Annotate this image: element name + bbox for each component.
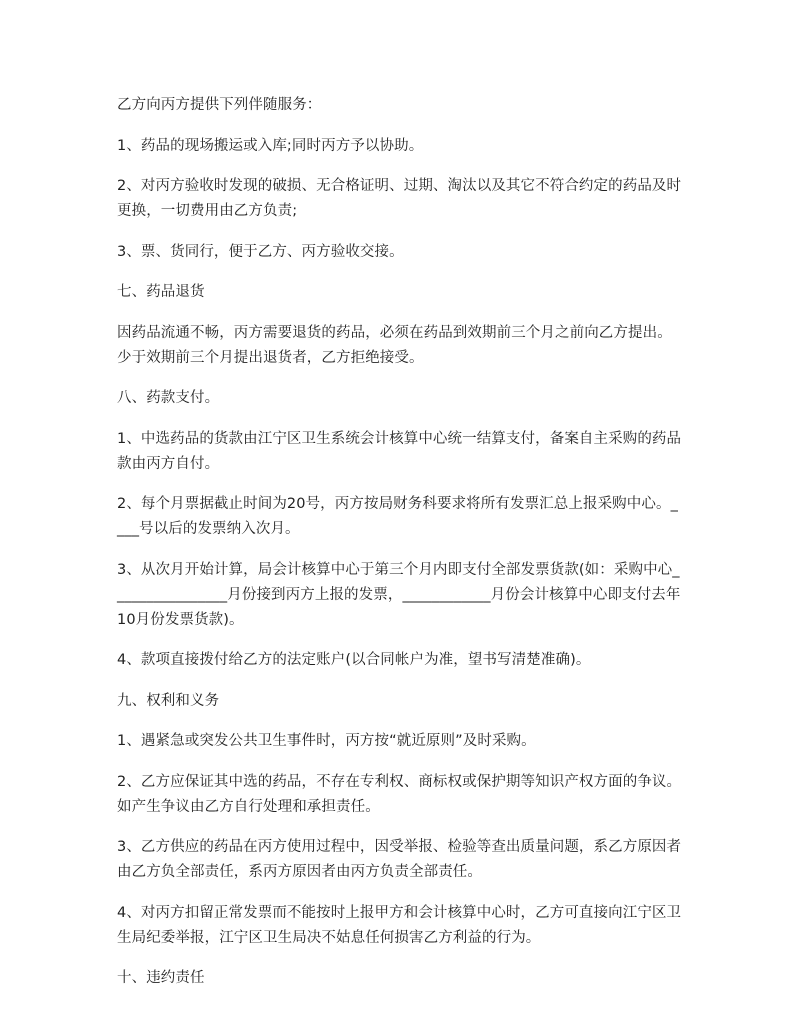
rights-item-4: 4、对丙方扣留正常发票而不能按时上报甲方和会计核算中心时，乙方可直接向江宁区卫生局纪委举报，江宁区卫生局决不姑息任何损害乙方利益的行为。 xyxy=(117,904,682,946)
section-heading-liability: 十、违约责任 xyxy=(117,970,205,986)
payment-item-3: 3、从次月开始计算，局会计核算中心于第三个月内即支付全部发票货款(如：采购中心________________月份接到丙方上报的发票，____________月份会计核算中心即支付去年10月份发票货款)。 xyxy=(117,561,681,628)
rights-item-3: 3、乙方供应的药品在丙方使用过程中，因受举报、检验等查出质量问题，系乙方原因者由乙方负全部责任，系丙方原因者由丙方负责全部责任。 xyxy=(117,839,682,880)
rights-item-2: 2、乙方应保证其中选的药品，不存在专利权、商标权或保护期等知识产权方面的争议。如产生争议由乙方自行处理和承担责任。 xyxy=(117,773,682,815)
service-item-3: 3、票、货同行，便于乙方、丙方验收交接。 xyxy=(117,243,404,260)
returns-clause: 因药品流通不畅，丙方需要退货的药品，必须在药品到效期前三个月之前向乙方提出。少于效期前三个月提出退货者，乙方拒绝接受。 xyxy=(117,324,672,366)
section-heading-payment: 八、药款支付。 xyxy=(117,390,220,406)
section-heading-rights: 九、权利和义务 xyxy=(117,692,220,709)
service-intro: 乙方向丙方提供下列伴随服务： xyxy=(117,97,322,113)
document-body xyxy=(117,93,682,1007)
payment-item-4: 4、款项直接拨付给乙方的法定账户(以合同帐户为准，望书写清楚准确)。 xyxy=(117,652,591,668)
service-item-1: 1、药品的现场搬运或入库;同时丙方予以协助。 xyxy=(117,137,424,154)
payment-item-1: 1、中选药品的货款由江宁区卫生系统会计核算中心统一结算支付，备案自主采购的药品款由丙方自付。 xyxy=(117,430,682,472)
service-item-2: 2、对丙方验收时发现的破损、无合格证明、过期、淘汰以及其它不符合约定的药品及时更换，一切费用由乙方负责; xyxy=(117,178,682,219)
payment-item-2: 2、每个月票据截止时间为20号，丙方按局财务科要求将所有发票汇总上报采购中心。____号以后的发票纳入次月。 xyxy=(117,496,678,537)
section-heading-returns: 七、药品退货 xyxy=(117,284,205,300)
rights-item-1: 1、遇紧急或突发公共卫生事件时，丙方按“就近原则”及时采购。 xyxy=(117,733,536,749)
